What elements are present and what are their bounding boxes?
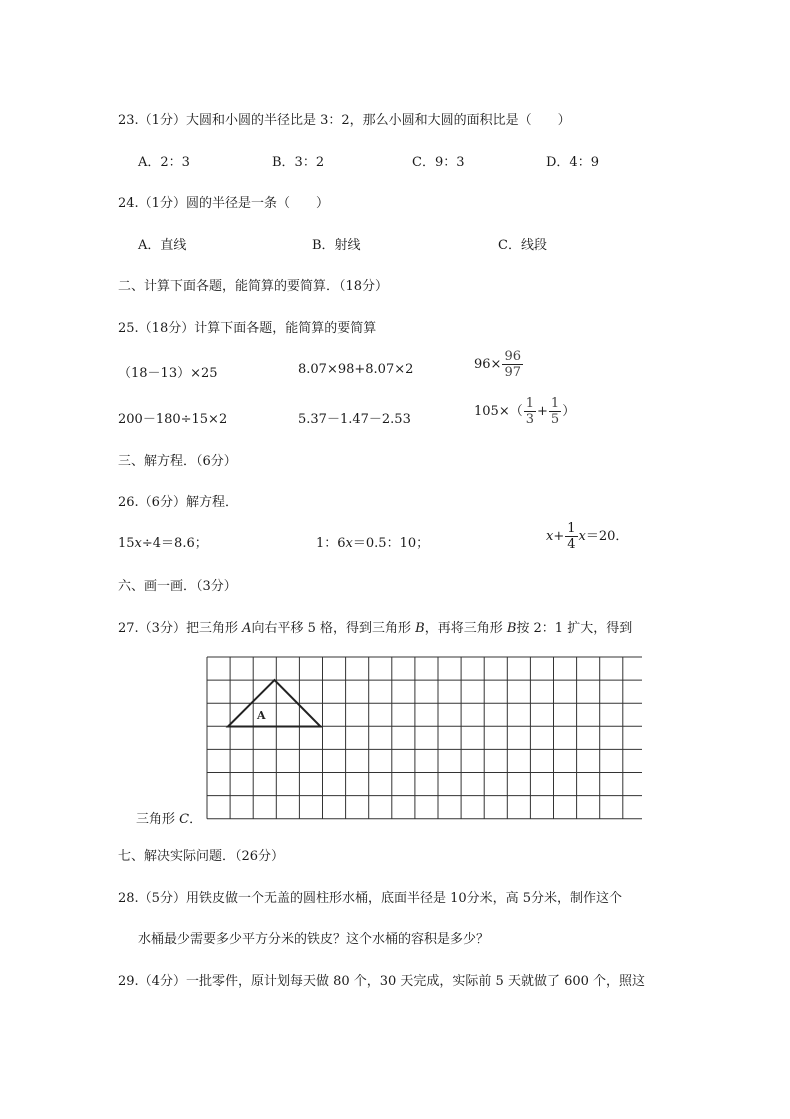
- q25-expr-6-fraction-1: [524, 397, 536, 426]
- section6-heading: 六、画一画．（3分）: [118, 579, 237, 594]
- eq3-fraction: [565, 522, 577, 551]
- eq1-part-a: 15: [118, 536, 135, 551]
- q23-option-b: B．3：2: [272, 155, 325, 170]
- fraction-numerator: 96: [504, 349, 521, 364]
- q25-expr-1: （18－13）×25: [118, 366, 218, 381]
- q27-var-c: C: [179, 812, 190, 827]
- q26-equation-2: [316, 532, 429, 551]
- q27-stem: [118, 617, 632, 636]
- q28-line-2: 水桶最少需要多少平方分米的铁皮？这个水桶的容积是多少？: [138, 932, 490, 947]
- q25-expr-4: 200－180÷15×2: [118, 412, 228, 427]
- triangle-a-label: A: [257, 709, 266, 722]
- q25-stem: 25.（18分）计算下面各题，能简算的要简算: [118, 321, 377, 336]
- q25-expr-2: 8.07×98+8.07×2: [298, 362, 414, 377]
- q27-var-a: A: [242, 621, 252, 636]
- section7-heading: 七、解决实际问题．（26分）: [118, 849, 285, 864]
- q27-tail-part: ．: [189, 812, 203, 827]
- q24-option-c: C．线段: [498, 238, 547, 253]
- q29-line-1: 29.（4分）一批零件，原计划每天做 80 个，30 天完成，实际前 5 天就做了 600 个，照这: [118, 974, 646, 989]
- q23-option-c: C．9：3: [412, 155, 465, 170]
- q28-line-1: 28.（5分）用铁皮做一个无盖的圆柱形水桶，底面半径是 10分米，高 5分米，制作这个: [118, 891, 623, 906]
- right-paren: ）: [562, 404, 576, 419]
- section3-heading: 三、解方程．（6分）: [118, 454, 237, 469]
- q27-tail-part: 三角形: [136, 812, 180, 827]
- q27-stem-part: 27.（3分）把三角形: [118, 621, 243, 636]
- q26-stem: 26.（6分）解方程．: [118, 495, 238, 510]
- fraction-numerator: 1: [567, 521, 576, 536]
- q25-expr-3-fraction: [502, 350, 523, 379]
- q27-stem-part: 向右平移 5 格，得到三角形: [251, 621, 416, 636]
- fraction-denominator: 5: [550, 412, 560, 427]
- q25-expr-6: [474, 397, 575, 426]
- fraction-numerator: 1: [525, 396, 535, 411]
- plus-sign: +: [553, 529, 565, 544]
- plus-sign: +: [537, 404, 548, 419]
- eq2-part-b: ＝0.5：10；: [352, 536, 430, 551]
- fraction-denominator: 4: [567, 537, 576, 552]
- q25-expr-6-prefix: 105×: [474, 404, 510, 419]
- q26-equation-1: [118, 532, 208, 551]
- q24-option-b: B．射线: [312, 238, 361, 253]
- eq3-part-b: ＝20．: [585, 529, 629, 544]
- q26-equation-3: [546, 522, 628, 551]
- q25-expr-6-fraction-2: [549, 397, 561, 426]
- q25-expr-5: 5.37－1.47－2.53: [298, 412, 411, 427]
- q25-expr-3: [474, 350, 524, 379]
- q27-grid-figure: [206, 656, 642, 823]
- eq2-variable: x: [345, 536, 353, 551]
- eq1-part-b: ÷4＝8.6；: [141, 536, 208, 551]
- q27-stem-part: 按 2：1 扩大，得到: [516, 621, 633, 636]
- fraction-denominator: 97: [504, 365, 521, 380]
- q27-var-b: B: [415, 621, 425, 636]
- q23-option-a: A．2：3: [138, 155, 190, 170]
- q27-var-b: B: [506, 621, 517, 636]
- eq3-variable-2: x: [578, 529, 586, 544]
- q23-stem: 23.（1分）大圆和小圆的半径比是 3：2，那么小圆和大圆的面积比是（ ）: [118, 113, 571, 128]
- q23-option-d: D．4：9: [546, 155, 599, 170]
- section2-heading: 二、计算下面各题，能简算的要简算．（18分）: [118, 279, 389, 294]
- q27-tail: [136, 808, 202, 827]
- eq2-part-a: 1：6: [316, 536, 346, 551]
- q24-option-a: A．直线: [138, 238, 187, 253]
- q27-stem-part: ，再将三角形: [424, 621, 507, 636]
- q24-stem: 24.（1分）圆的半径是一条（ ）: [118, 196, 329, 211]
- fraction-denominator: 3: [525, 412, 535, 427]
- fraction-numerator: 1: [550, 396, 560, 411]
- left-paren: （: [509, 404, 523, 419]
- q25-expr-3-prefix: 96×: [474, 357, 502, 372]
- eq3-variable-1: x: [546, 529, 554, 544]
- eq1-variable: x: [134, 536, 142, 551]
